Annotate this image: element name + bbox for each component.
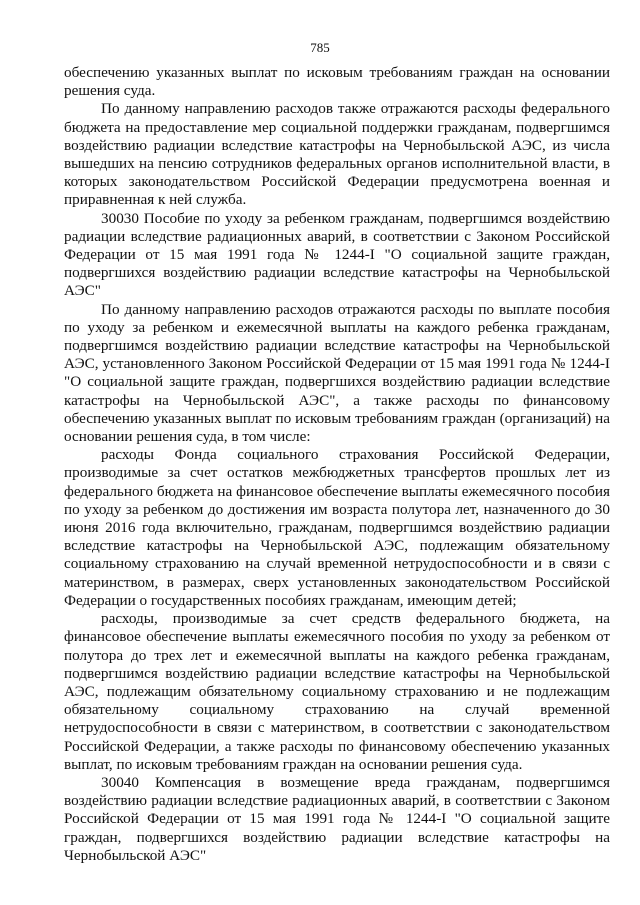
paragraph-federal-budget-funds: расходы, производимые за счет средств федерального бюджета, на финансовое обеспечение выплаты ежемесячного пособия по уходу за ребенком от полутора до трех лет и ежемесячной выплаты на каждого ребенка гражданам, подвергшимся воздействию радиации вследствие катастрофы на Чернобыльской АЭС, подлежащим обязательному социальному страхованию и не подлежащим обязательному социальному страхованию на случай временной нетрудоспособности в связи с материнством, в соответствии с законодательством Российской Федерации, а также расходы по финансовому обеспечению указанных выплат, по исковым требованиям граждан на основании решения суда. <box>64 610 610 773</box>
paragraph-code-30040: 30040 Компенсация в возмещение вреда гражданам, подвергшимся воздействию радиации вследствие радиационных аварий, в соответствии с Законом Российской Федерации от 15 мая 1991 года № 1244-I "О социальной защите граждан, подвергшихся воздействию радиации вследствие катастрофы на Чернобыльской АЭС" <box>64 773 610 864</box>
paragraph-social-insurance-fund: расходы Фонда социального страхования Российской Федерации, производимые за счет остатков межбюджетных трансфертов прошлых лет из федерального бюджета на финансовое обеспечение выплаты ежемесячного пособия по уходу за ребенком до достижения им возраста полутора лет, назначенного до 30 июня 2016 года включительно, гражданам, подвергшимся воздействию радиации вследствие катастрофы на Чернобыльской АЭС, подлежащим обязательному социальному страхованию на случай временной нетрудоспособности и в связи с материнством, в размерах, сверх установленных законодательством Российской Федерации о государственных пособиях гражданам, имеющим детей; <box>64 446 610 609</box>
paragraph-code-30030: 30030 Пособие по уходу за ребенком гражданам, подвергшимся воздействию радиации вследствие радиационных аварий, в соответствии с Законом Российской Федерации от 15 мая 1991 года № 1244-I "О социальной защите граждан, подвергшихся воздействию радиации вследствие катастрофы на Чернобыльской АЭС" <box>64 209 610 300</box>
paragraph-continuation: обеспечению указанных выплат по исковым требованиям граждан на основании решения суда. <box>64 64 610 100</box>
page-number: 785 <box>310 40 330 55</box>
document-body <box>64 64 610 865</box>
paragraph-federal-budget-expenses: По данному направлению расходов также отражаются расходы федерального бюджета на предоставление мер социальной поддержки гражданам, подвергшимся воздействию радиации вследствие катастрофы на Чернобыльской АЭС, из числа вышедших на пенсию сотрудников федеральных органов исполнительной власти, в которых законодательством Российской Федерации предусмотрена военная и приравненная к ней служба. <box>64 100 610 209</box>
paragraph-childcare-allowance: По данному направлению расходов отражаются расходы по выплате пособия по уходу за ребенком и ежемесячной выплаты на каждого ребенка гражданам, подвергшимся воздействию радиации вследствие катастрофы на Чернобыльской АЭС, установленного Законом Российской Федерации от 15 мая 1991 года № 1244-I "О социальной защите граждан, подвергшихся воздействию радиации вследствие катастрофы на Чернобыльской АЭС", а также расходы по финансовому обеспечению указанных выплат по исковым требованиям граждан (организаций) на основании решения суда, в том числе: <box>64 300 610 446</box>
